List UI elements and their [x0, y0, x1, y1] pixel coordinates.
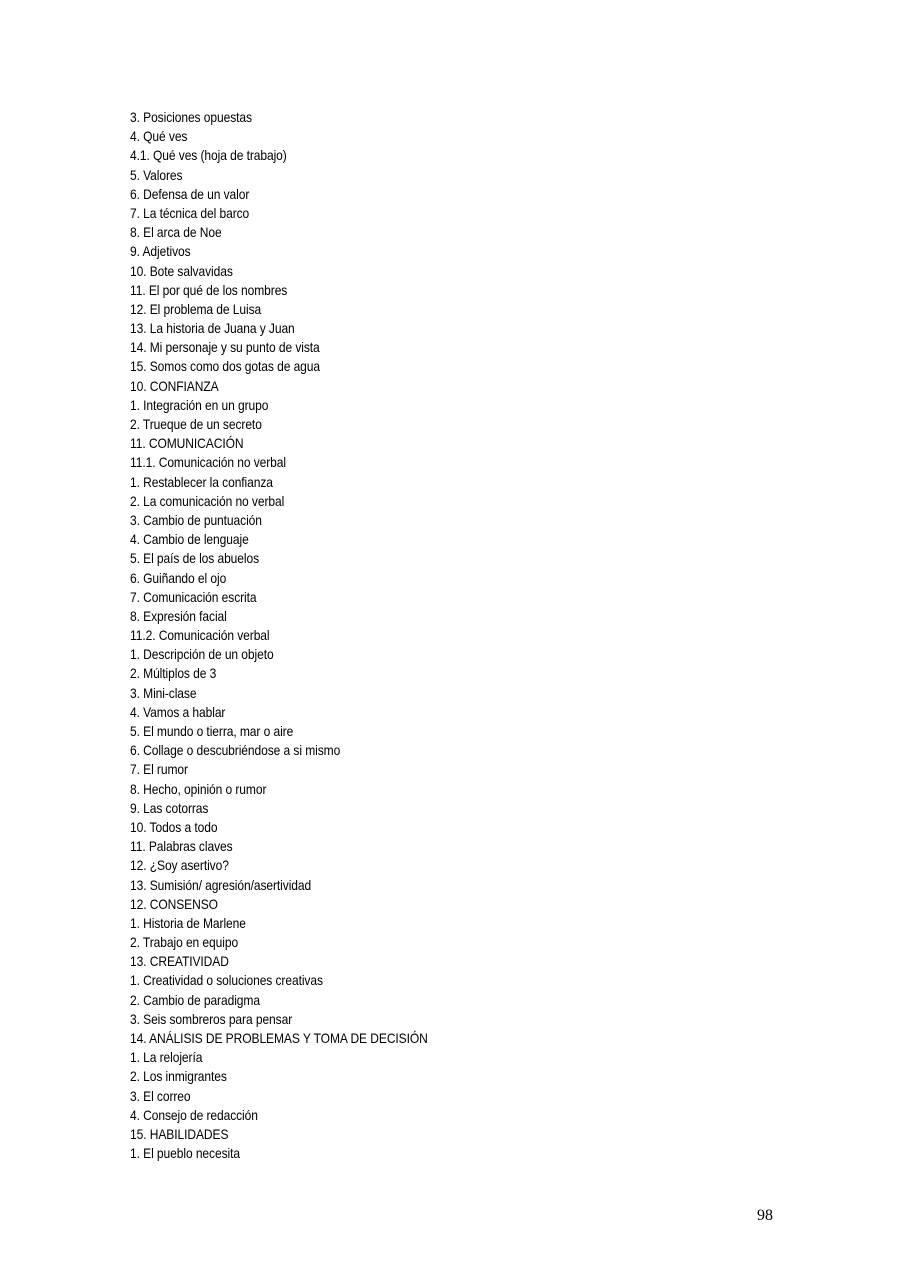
toc-entry: 1. Integración en un grupo	[130, 396, 269, 413]
toc-entry: 2. Trabajo en equipo	[130, 934, 239, 951]
toc-entry: 5. Valores	[130, 166, 183, 183]
toc-entry: 15. HABILIDADES	[130, 1125, 229, 1142]
toc-entry: 6. Guiñando el ojo	[130, 569, 227, 586]
toc-entry: 5. El mundo o tierra, mar o aire	[130, 723, 294, 739]
toc-entry: 1. La relojería	[130, 1049, 203, 1066]
toc-entry: 8. Hecho, opinión o rumor	[130, 780, 267, 797]
toc-entry: 1. Descripción de un objeto	[130, 646, 274, 663]
toc-entry: 1. Creatividad o soluciones creativas	[130, 972, 323, 989]
toc-entry: 11. El por qué de los nombres	[130, 281, 288, 298]
toc-entry: 8. Expresión facial	[130, 607, 227, 624]
toc-entry: 3. El correo	[130, 1087, 191, 1104]
toc-entry: 3. Seis sombreros para pensar	[130, 1010, 293, 1027]
toc-entry: 15. Somos como dos gotas de agua	[130, 358, 321, 375]
page-number: 98	[757, 1207, 773, 1224]
toc-entry: 10. CONFIANZA	[130, 377, 219, 394]
toc-entry: 5. El país de los abuelos	[130, 550, 260, 567]
toc-entry: 13. La historia de Juana y Juan	[130, 320, 295, 337]
toc-entry: 7. La técnica del barco	[130, 204, 250, 221]
toc-entry: 1. Historia de Marlene	[130, 914, 246, 931]
toc-entry: 12. El problema de Luisa	[130, 300, 262, 317]
toc-entry: 9. Adjetivos	[130, 243, 191, 260]
toc-entry: 4. Vamos a hablar	[130, 703, 226, 720]
toc-entry: 11.2. Comunicación verbal	[130, 627, 270, 644]
toc-entry: 10. Todos a todo	[130, 818, 218, 835]
toc-entry: 10. Bote salvavidas	[130, 262, 233, 279]
toc-entry: 12. CONSENSO	[130, 895, 218, 912]
toc-entry: 2. Trueque de un secreto	[130, 416, 262, 432]
toc-entry: 6. Defensa de un valor	[130, 185, 250, 202]
toc-entry: 2. La comunicación no verbal	[130, 492, 285, 509]
toc-entry: 6. Collage o descubriéndose a si mismo	[130, 742, 341, 759]
toc-entry: 14. Mi personaje y su punto de vista	[130, 339, 320, 356]
toc-entry: 13. Sumisión/ agresión/asertividad	[130, 876, 312, 893]
toc-entry: 2. Múltiplos de 3	[130, 665, 217, 682]
toc-entry: 4. Cambio de lenguaje	[130, 531, 249, 548]
toc-entry: 1. Restablecer la confianza	[130, 473, 273, 490]
toc-entry: 4. Qué ves	[130, 128, 188, 145]
toc-entry: 2. Cambio de paradigma	[130, 991, 260, 1008]
toc-entry: 9. Las cotorras	[130, 799, 209, 816]
toc-entry: 3. Cambio de puntuación	[130, 511, 262, 528]
toc-entry: 11. COMUNICACIÓN	[130, 435, 244, 452]
toc-entry: 1. El pueblo necesita	[130, 1145, 240, 1162]
toc-entry: 11.1. Comunicación no verbal	[130, 454, 286, 471]
toc-entry: 13. CREATIVIDAD	[130, 953, 229, 970]
toc-entry: 7. El rumor	[130, 761, 188, 778]
toc-entry: 4. Consejo de redacción	[130, 1106, 258, 1123]
toc-entry: 12. ¿Soy asertivo?	[130, 857, 229, 874]
toc-entry: 4.1. Qué ves (hoja de trabajo)	[130, 147, 287, 164]
toc-entry: 14. ANÁLISIS DE PROBLEMAS Y TOMA DE DECISIÓN	[130, 1030, 428, 1046]
toc-entry: 2. Los inmigrantes	[130, 1068, 227, 1085]
toc-entry: 3. Posiciones opuestas	[130, 109, 252, 125]
table-of-contents-list	[130, 108, 476, 1163]
toc-entry: 8. El arca de Noe	[130, 224, 222, 241]
toc-entry: 3. Mini-clase	[130, 684, 197, 701]
toc-entry: 7. Comunicación escrita	[130, 588, 257, 605]
toc-entry: 11. Palabras claves	[130, 838, 233, 855]
